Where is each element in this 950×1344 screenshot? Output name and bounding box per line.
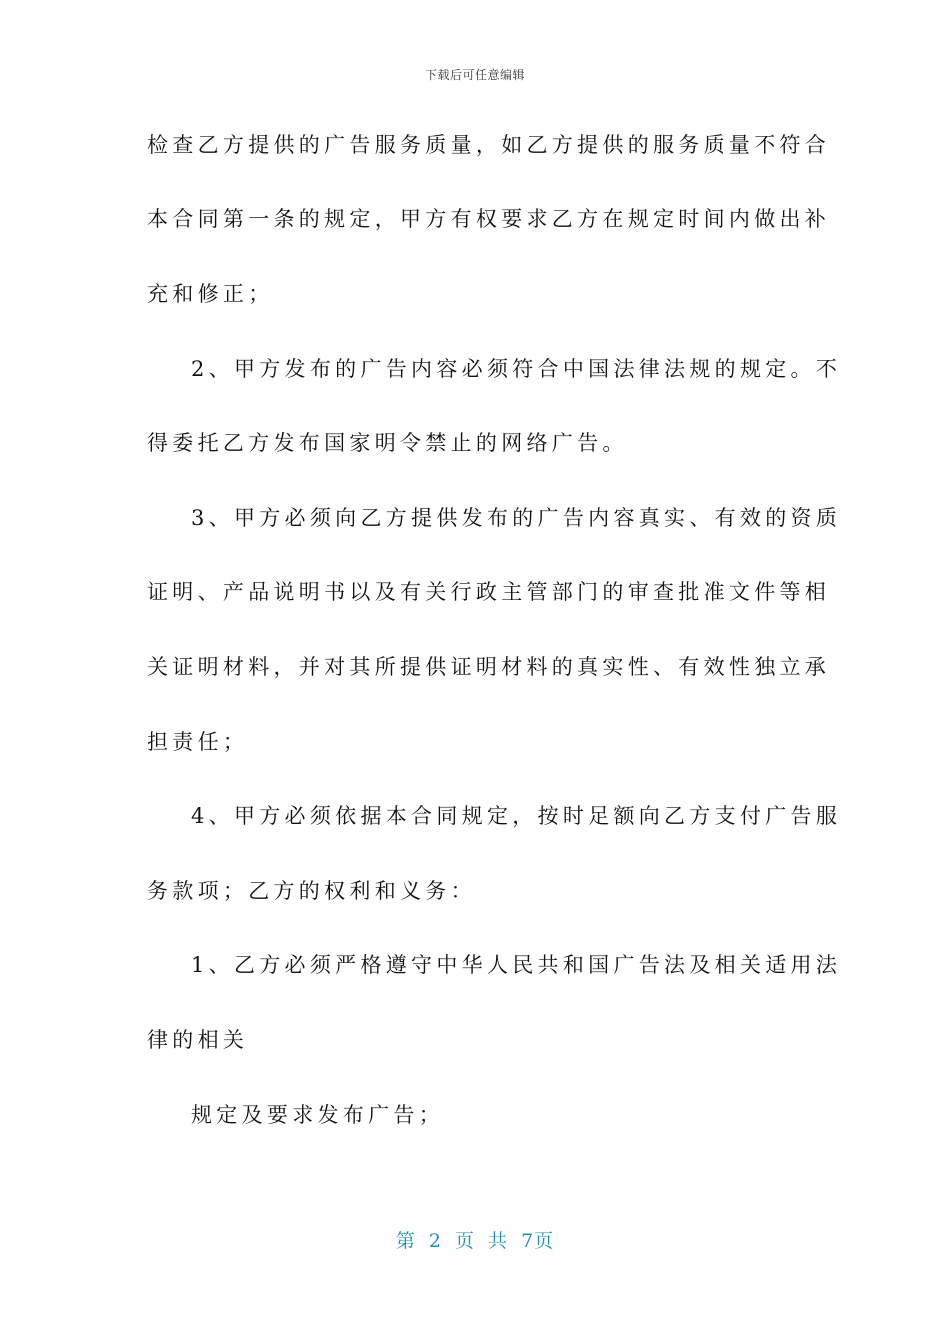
body-line-3: 充和修正； (147, 282, 274, 306)
body-line-8: 关证明材料，并对其所提供证明材料的真实性、有效性独立承 (147, 655, 831, 679)
body-line-1: 检查乙方提供的广告服务质量，如乙方提供的服务质量不符合 (147, 133, 831, 157)
page-number-footer: 第 2 页 共 7页 (395, 1230, 555, 1252)
body-line-10: 4、甲方必须依据本合同规定，按时足额向乙方支付广告服 (191, 804, 842, 828)
body-line-11: 务款项；乙方的权利和义务： (147, 879, 476, 903)
body-line-9: 担责任； (147, 730, 249, 754)
body-line-2: 本合同第一条的规定，甲方有权要求乙方在规定时间内做出补 (147, 207, 831, 231)
body-line-12: 1、乙方必须严格遵守中华人民共和国广告法及相关适用法 (191, 953, 842, 977)
body-line-14: 规定及要求发布广告； (191, 1103, 444, 1127)
body-line-4: 2、甲方发布的广告内容必须符合中国法律法规的规定。不 (191, 357, 842, 381)
body-line-6: 3、甲方必须向乙方提供发布的广告内容真实、有效的资质 (191, 506, 842, 530)
body-line-7: 证明、产品说明书以及有关行政主管部门的审查批准文件等相 (147, 580, 831, 604)
body-line-5: 得委托乙方发布国家明令禁止的网络广告。 (147, 431, 628, 455)
page-header: 下载后可任意编辑 (424, 68, 525, 82)
body-line-13: 律的相关 (147, 1028, 249, 1052)
